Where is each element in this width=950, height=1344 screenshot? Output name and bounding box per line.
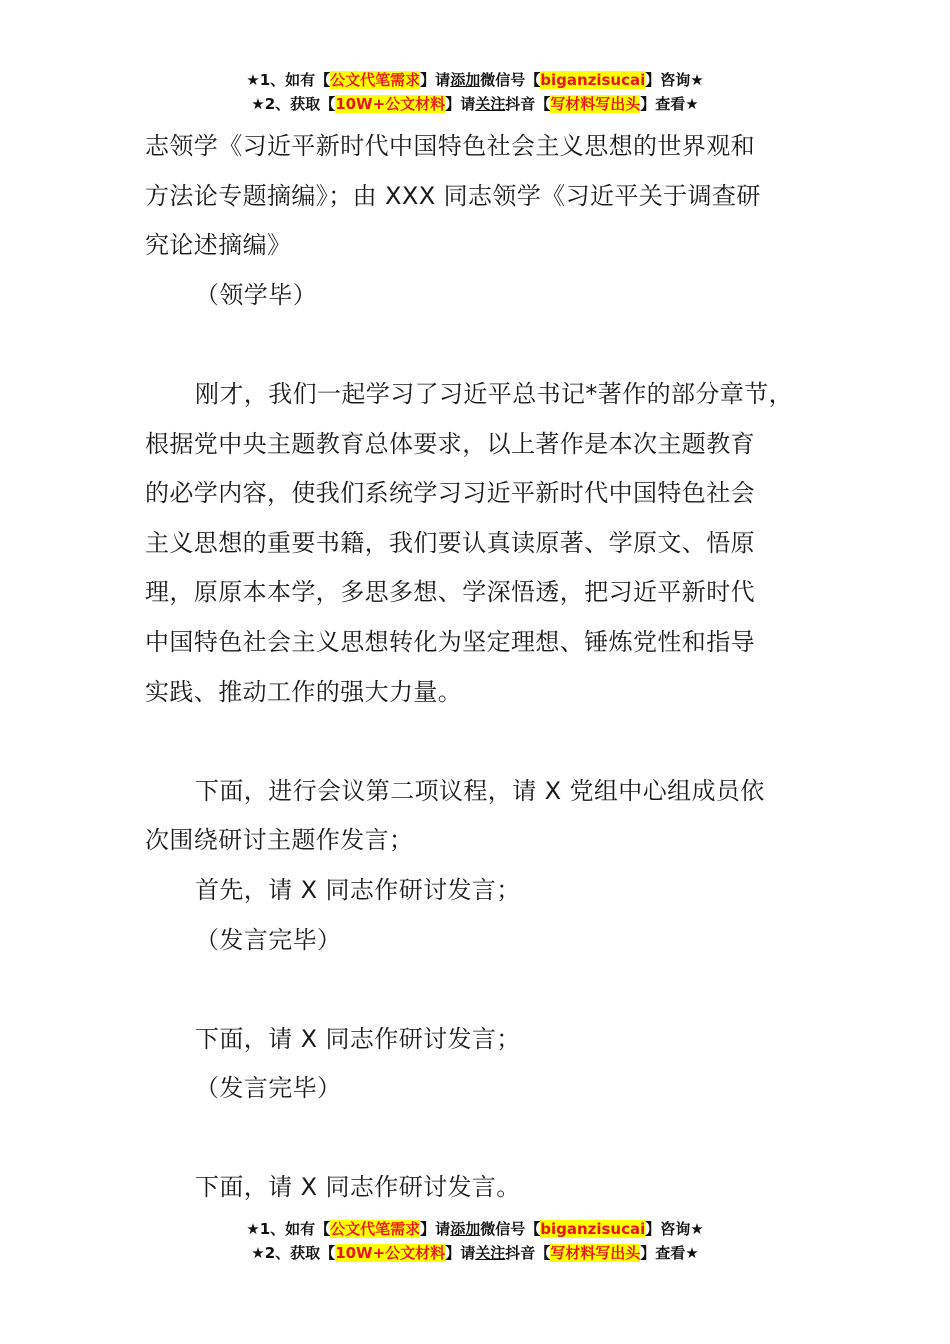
paragraph-note: （发言完毕） xyxy=(195,1074,342,1103)
banner-underline: 关注 xyxy=(475,95,506,113)
banner-line-1 xyxy=(0,1217,950,1241)
highlight-service: 公文代笔需求 xyxy=(330,71,421,89)
paragraph-line: 刚才，我们一起学习了习近平总书记*著作的部分章节， xyxy=(195,379,793,408)
banner-text: 】请 xyxy=(445,95,476,113)
banner-underline: 添加 xyxy=(450,1220,481,1238)
highlight-service: 公文代笔需求 xyxy=(330,1220,421,1238)
blank-line xyxy=(145,965,825,1015)
blank-line xyxy=(145,320,825,370)
paragraph-line: 实践、推动工作的强大力量。 xyxy=(145,677,463,706)
paragraph-line: 志领学《习近平新时代中国特色社会主义思想的世界观和 xyxy=(145,132,755,160)
banner-text: ★2、获取【 xyxy=(251,1244,336,1262)
banner-underline: 添加 xyxy=(450,71,481,89)
banner-text: ★2、获取【 xyxy=(251,95,336,113)
paragraph-note: （领学毕） xyxy=(195,280,317,309)
banner-text: ★1、如有【 xyxy=(246,71,331,89)
paragraph-note: （发言完毕） xyxy=(195,925,342,954)
banner-line-2 xyxy=(0,1241,950,1265)
blank-line xyxy=(145,1114,825,1164)
paragraph-line: 根据党中央主题教育总体要求，以上著作是本次主题教育 xyxy=(145,429,755,458)
paragraph-line: 理，原原本本学，多思多想、学深悟透，把习近平新时代 xyxy=(145,578,755,607)
banner-text: ★1、如有【 xyxy=(246,1220,331,1238)
highlight-materials: 10W+公文材料 xyxy=(335,1244,446,1262)
paragraph-line: 下面，请 X 同志作研讨发言； xyxy=(195,1024,521,1053)
paragraph-line: 究论述摘编》 xyxy=(145,231,292,260)
footer-banner xyxy=(0,1217,950,1265)
header-banner xyxy=(0,68,950,116)
paragraph-line: 中国特色社会主义思想转化为坚定理想、锤炼党性和指导 xyxy=(145,627,755,656)
paragraph-line: 方法论专题摘编》；由 XXX 同志领学《习近平关于调查研 xyxy=(145,181,761,210)
highlight-douyin-id: 写材料写出头 xyxy=(550,1244,641,1262)
banner-text: 】咨询★ xyxy=(645,71,704,89)
banner-text: 抖音【 xyxy=(505,95,551,113)
banner-text: 微信号【 xyxy=(480,1220,541,1238)
banner-text: 微信号【 xyxy=(480,71,541,89)
highlight-douyin-id: 写材料写出头 xyxy=(550,95,641,113)
paragraph-line: 次围绕研讨主题作发言； xyxy=(145,826,414,855)
banner-text: 】请 xyxy=(420,1220,451,1238)
paragraph-line: 的必学内容，使我们系统学习习近平新时代中国特色社会 xyxy=(145,479,755,508)
blank-line xyxy=(145,717,825,767)
banner-text: 】查看★ xyxy=(640,95,699,113)
banner-line-2 xyxy=(0,92,950,116)
banner-text: 】查看★ xyxy=(640,1244,699,1262)
paragraph-line: 主义思想的重要书籍，我们要认真读原著、学原文、悟原 xyxy=(145,528,755,557)
highlight-wechat-id: biganzisucai xyxy=(540,71,646,89)
banner-text: 】请 xyxy=(420,71,451,89)
banner-underline: 关注 xyxy=(475,1244,506,1262)
paragraph-line: 首先，请 X 同志作研讨发言； xyxy=(195,875,521,904)
banner-line-1 xyxy=(0,68,950,92)
banner-text: 】请 xyxy=(445,1244,476,1262)
document-body xyxy=(145,122,825,1213)
banner-text: 】咨询★ xyxy=(645,1220,704,1238)
banner-text: 抖音【 xyxy=(505,1244,551,1262)
paragraph-line: 下面，请 X 同志作研讨发言。 xyxy=(195,1173,521,1202)
highlight-wechat-id: biganzisucai xyxy=(540,1220,646,1238)
highlight-materials: 10W+公文材料 xyxy=(335,95,446,113)
paragraph-line: 下面，进行会议第二项议程，请 X 党组中心组成员依 xyxy=(195,776,765,805)
